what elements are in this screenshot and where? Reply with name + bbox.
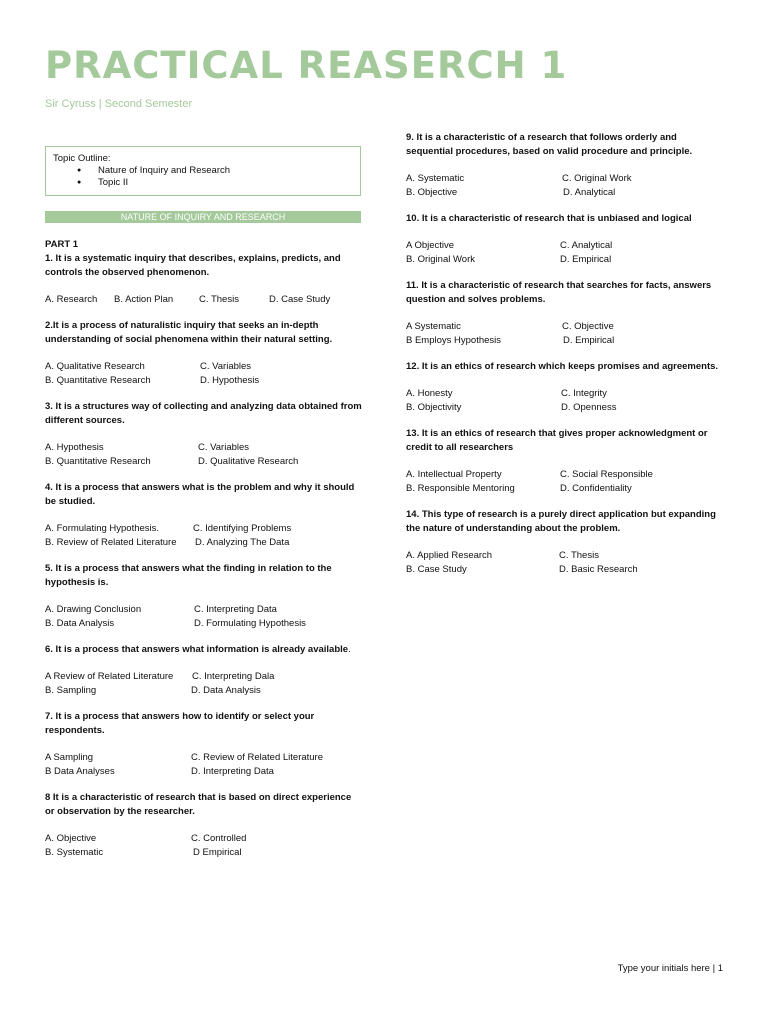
- choice-group: [406, 239, 722, 266]
- section-heading-bar: NATURE OF INQUIRY AND RESEARCH: [45, 211, 361, 223]
- question-text: 12. It is an ethics of research which keeps promises and agreements.: [406, 361, 719, 372]
- topic-outline-item: ● Nature of Inquiry and Research: [98, 165, 353, 177]
- choice-group: [45, 751, 363, 778]
- choice-group: [45, 360, 363, 387]
- question-text: 11. It is a characteristic of research that searches for facts, answers question and solves problems.: [406, 280, 712, 305]
- choice-c: C. Controlled: [191, 833, 247, 844]
- topic-outline-list: [53, 165, 353, 189]
- choice-d: D. Data Analysis: [191, 684, 261, 696]
- document-title: PRACTICAL REASERCH 1: [45, 44, 568, 87]
- choice-b: B. Original Work: [406, 253, 475, 265]
- question-text: 6. It is a process that answers what information is already available.: [45, 644, 351, 655]
- choice-b: B. Objective: [406, 186, 458, 198]
- choice-d: D. Analytical: [563, 186, 616, 198]
- choice-b: B. Quantitative Research: [45, 455, 151, 467]
- choice-b: B. Systematic: [45, 846, 104, 858]
- choice-a: A. Systematic: [406, 173, 465, 184]
- choice-a: A Sampling: [45, 752, 94, 763]
- choice-d: D. Basic Research: [559, 563, 638, 575]
- choice-group: [406, 387, 722, 414]
- choice-a: A. Qualitative Research: [45, 361, 145, 372]
- choice-c: C. Integrity: [561, 388, 607, 399]
- choice-c: C. Thesis: [199, 293, 239, 305]
- choice-d: D. Openness: [561, 401, 617, 413]
- choice-c: C. Interpreting Data: [194, 604, 277, 615]
- question-text: 14. This type of research is a purely direct application but expanding the nature of understanding about the problem.: [406, 509, 716, 534]
- choice-d: D. Analyzing The Data: [195, 536, 290, 548]
- choice-d: D. Formulating Hypothesis: [194, 617, 306, 629]
- question-text: 7. It is a process that answers how to identify or select your respondents.: [45, 711, 315, 736]
- question-text: 10. It is a characteristic of research that is unbiased and logical: [406, 213, 692, 224]
- choice-b: B. Sampling: [45, 684, 97, 696]
- choice-d: D. Interpreting Data: [191, 765, 274, 777]
- choice-c: C. Thesis: [559, 550, 599, 561]
- choice-group: [45, 293, 363, 307]
- choice-d: D. Empirical: [563, 334, 615, 346]
- choice-d: D. Empirical: [560, 253, 612, 265]
- choice-a: A. Honesty: [406, 388, 453, 399]
- choice-a: A Systematic: [406, 321, 461, 332]
- choice-group: [406, 172, 722, 199]
- choice-c: C. Review of Related Literature: [191, 752, 324, 763]
- choice-group: [406, 320, 722, 347]
- question-text: 13. It is an ethics of research that gives proper acknowledgment or credit to all researchers: [406, 428, 708, 453]
- choice-c: C. Identifying Problems: [193, 523, 292, 534]
- choice-b: B. Case Study: [406, 563, 467, 575]
- question-text: 8 It is a characteristic of research that is based on direct experience or observation by the researcher.: [45, 792, 352, 817]
- choice-a: A Review of Related Literature: [45, 671, 174, 682]
- document-subtitle: Sir Cyruss | Second Semester: [45, 98, 193, 110]
- choice-a: A. Intellectual Property: [406, 469, 502, 480]
- choice-a: A. Hypothesis: [45, 442, 104, 453]
- choice-group: [406, 468, 722, 495]
- choice-a: A. Formulating Hypothesis.: [45, 523, 160, 534]
- right-column: [406, 131, 722, 589]
- part-label: PART 1: [45, 239, 79, 250]
- question-text: 1. It is a systematic inquiry that describes, explains, predicts, and controls the observed phenomenon.: [45, 252, 341, 278]
- choice-group: [45, 670, 363, 697]
- topic-outline-box: [45, 146, 361, 196]
- choice-c: C. Variables: [200, 361, 252, 372]
- question-text: 3. It is a structures way of collecting and analyzing data obtained from different sources.: [45, 401, 362, 426]
- choice-b: B. Data Analysis: [45, 617, 115, 629]
- question-text: 9. It is a characteristic of a research that follows orderly and sequential procedures, based on valid procedure and principle.: [406, 132, 693, 157]
- choice-a: A. Research: [45, 293, 98, 305]
- topic-outline-label: Topic Outline:: [53, 153, 111, 164]
- choice-a: A Objective: [406, 240, 455, 251]
- choice-b: B. Quantitative Research: [45, 374, 151, 386]
- choice-a: A. Applied Research: [406, 550, 493, 561]
- choice-group: [406, 549, 722, 576]
- choice-d: D. Confidentiality: [560, 482, 632, 494]
- choice-b: B. Objectivity: [406, 401, 462, 413]
- choice-group: [45, 522, 363, 549]
- choice-c: C. Social Responsible: [560, 469, 653, 480]
- choice-b: B. Responsible Mentoring: [406, 482, 515, 494]
- choice-d: D. Case Study: [269, 293, 331, 305]
- choice-a: A. Objective: [45, 833, 97, 844]
- choice-b: B. Action Plan: [114, 293, 174, 305]
- choice-d: D. Hypothesis: [200, 374, 260, 386]
- question-text: 2.It is a process of naturalistic inquiry that seeks an in-depth understanding of social phenomena within their natural setting.: [45, 320, 333, 345]
- page-footer: Type your initials here | 1: [617, 963, 723, 974]
- left-column: [45, 238, 363, 872]
- topic-outline-item: ● Topic II: [98, 177, 353, 189]
- choice-b: B Employs Hypothesis: [406, 334, 502, 346]
- choice-c: C. Objective: [562, 321, 614, 332]
- question-text: 5. It is a process that answers what the finding in relation to the hypothesis is.: [45, 563, 332, 588]
- choice-b: B. Review of Related Literature: [45, 536, 177, 548]
- choice-d: D Empirical: [193, 846, 242, 858]
- choice-a: A. Drawing Conclusion: [45, 604, 142, 615]
- choice-c: C. Original Work: [562, 173, 632, 184]
- choice-group: [45, 603, 363, 630]
- choice-c: C. Interpreting Dala: [192, 671, 275, 682]
- question-text: 4. It is a process that answers what is the problem and why it should be studied.: [45, 482, 355, 507]
- choice-group: [45, 832, 363, 859]
- choice-c: C. Analytical: [560, 240, 613, 251]
- choice-c: C. Variables: [198, 442, 250, 453]
- choice-group: [45, 441, 363, 468]
- choice-b: B Data Analyses: [45, 765, 115, 777]
- choice-d: D. Qualitative Research: [198, 455, 299, 467]
